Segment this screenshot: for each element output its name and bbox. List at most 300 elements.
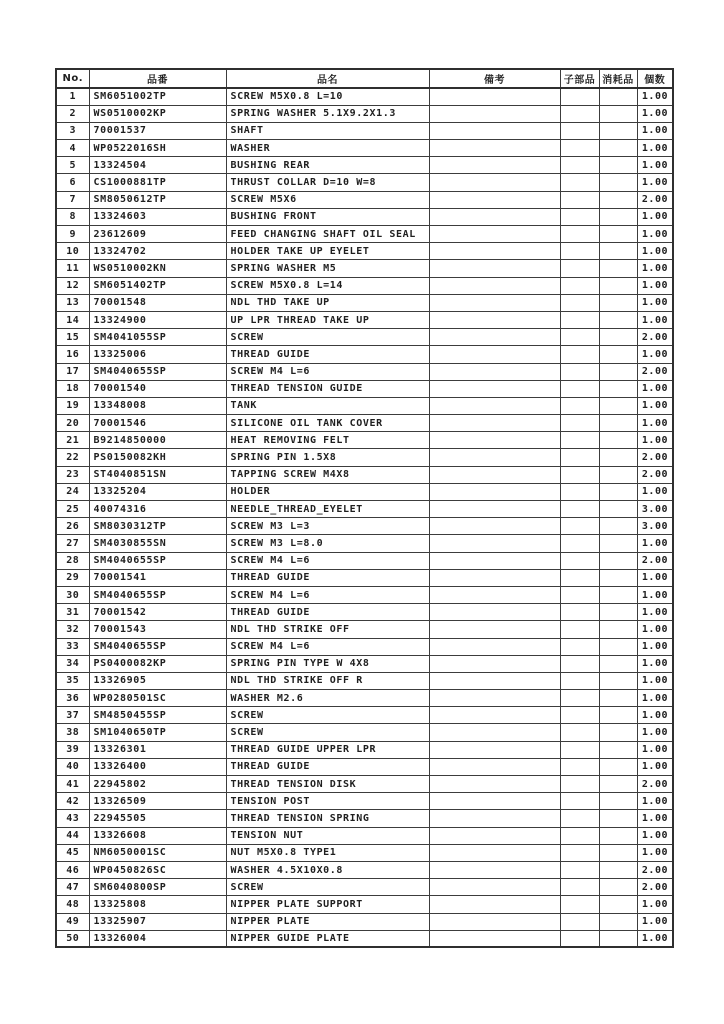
table-row <box>56 690 673 707</box>
cell-part-name: SCREW M5X0.8 L=10 <box>226 88 429 105</box>
table-row <box>56 466 673 483</box>
cell-qty: 1.00 <box>637 88 673 105</box>
cell-sub-part <box>560 690 599 707</box>
cell-part-name: BUSHING FRONT <box>226 208 429 225</box>
cell-remarks <box>429 157 560 174</box>
table-row <box>56 397 673 414</box>
cell-consumable <box>599 707 637 724</box>
cell-sub-part <box>560 88 599 105</box>
cell-sub-part <box>560 879 599 896</box>
cell-qty: 1.00 <box>637 930 673 947</box>
cell-consumable <box>599 174 637 191</box>
cell-no: 10 <box>56 243 89 260</box>
table-row <box>56 638 673 655</box>
cell-sub-part <box>560 552 599 569</box>
cell-no: 39 <box>56 741 89 758</box>
cell-part-number: SM4041055SP <box>89 329 226 346</box>
cell-remarks <box>429 466 560 483</box>
cell-sub-part <box>560 191 599 208</box>
table-row <box>56 311 673 328</box>
cell-part-name: SPRING PIN TYPE W 4X8 <box>226 655 429 672</box>
cell-sub-part <box>560 122 599 139</box>
cell-part-name: SCREW <box>226 707 429 724</box>
cell-remarks <box>429 260 560 277</box>
cell-part-name: NDL THD STRIKE OFF <box>226 621 429 638</box>
cell-remarks <box>429 604 560 621</box>
cell-part-number: SM4850455SP <box>89 707 226 724</box>
cell-part-number: 13324702 <box>89 243 226 260</box>
cell-no: 21 <box>56 432 89 449</box>
cell-qty: 1.00 <box>637 724 673 741</box>
cell-no: 6 <box>56 174 89 191</box>
cell-sub-part <box>560 140 599 157</box>
cell-consumable <box>599 88 637 105</box>
cell-qty: 1.00 <box>637 380 673 397</box>
cell-part-name: SCREW M4 L=6 <box>226 363 429 380</box>
cell-qty: 1.00 <box>637 896 673 913</box>
cell-qty: 1.00 <box>637 741 673 758</box>
cell-part-number: 13326301 <box>89 741 226 758</box>
cell-part-name: SPRING PIN 1.5X8 <box>226 449 429 466</box>
cell-sub-part <box>560 260 599 277</box>
cell-sub-part <box>560 638 599 655</box>
cell-qty: 1.00 <box>637 311 673 328</box>
cell-remarks <box>429 380 560 397</box>
cell-no: 38 <box>56 724 89 741</box>
parts-table-body <box>56 88 673 947</box>
cell-no: 29 <box>56 569 89 586</box>
cell-qty: 1.00 <box>637 277 673 294</box>
cell-part-name: TENSION POST <box>226 793 429 810</box>
cell-no: 35 <box>56 672 89 689</box>
cell-consumable <box>599 827 637 844</box>
table-row <box>56 483 673 500</box>
cell-sub-part <box>560 449 599 466</box>
cell-part-number: SM4040655SP <box>89 363 226 380</box>
cell-qty: 1.00 <box>637 569 673 586</box>
cell-remarks <box>429 191 560 208</box>
cell-part-name: NDL THD TAKE UP <box>226 294 429 311</box>
cell-qty: 1.00 <box>637 690 673 707</box>
cell-part-number: NM6050001SC <box>89 844 226 861</box>
column-header-part-number: 品番 <box>89 69 226 88</box>
cell-no: 28 <box>56 552 89 569</box>
cell-part-name: FEED CHANGING SHAFT OIL SEAL <box>226 226 429 243</box>
cell-part-name: THREAD TENSION SPRING <box>226 810 429 827</box>
cell-no: 19 <box>56 397 89 414</box>
cell-remarks <box>429 449 560 466</box>
cell-part-number: SM4040655SP <box>89 552 226 569</box>
cell-sub-part <box>560 896 599 913</box>
cell-sub-part <box>560 157 599 174</box>
cell-no: 46 <box>56 861 89 878</box>
cell-part-number: 13326400 <box>89 758 226 775</box>
table-row <box>56 793 673 810</box>
cell-no: 24 <box>56 483 89 500</box>
cell-part-number: 70001543 <box>89 621 226 638</box>
table-row <box>56 294 673 311</box>
cell-part-number: SM4040655SP <box>89 586 226 603</box>
cell-part-name: THREAD GUIDE UPPER LPR <box>226 741 429 758</box>
cell-qty: 1.00 <box>637 226 673 243</box>
cell-qty: 1.00 <box>637 655 673 672</box>
cell-qty: 1.00 <box>637 827 673 844</box>
cell-part-name: NEEDLE_THREAD_EYELET <box>226 501 429 518</box>
cell-part-number: B9214850000 <box>89 432 226 449</box>
cell-no: 37 <box>56 707 89 724</box>
cell-remarks <box>429 793 560 810</box>
cell-part-number: WS0510002KN <box>89 260 226 277</box>
cell-consumable <box>599 226 637 243</box>
cell-part-name: THREAD GUIDE <box>226 346 429 363</box>
cell-sub-part <box>560 586 599 603</box>
cell-sub-part <box>560 432 599 449</box>
cell-sub-part <box>560 346 599 363</box>
cell-sub-part <box>560 518 599 535</box>
cell-sub-part <box>560 621 599 638</box>
cell-sub-part <box>560 844 599 861</box>
cell-qty: 1.00 <box>637 672 673 689</box>
cell-consumable <box>599 483 637 500</box>
cell-part-number: CS1000881TP <box>89 174 226 191</box>
cell-remarks <box>429 415 560 432</box>
cell-part-number: 70001546 <box>89 415 226 432</box>
cell-part-name: SCREW M3 L=8.0 <box>226 535 429 552</box>
cell-qty: 2.00 <box>637 861 673 878</box>
cell-consumable <box>599 157 637 174</box>
cell-consumable <box>599 311 637 328</box>
cell-part-name: TANK <box>226 397 429 414</box>
cell-remarks <box>429 346 560 363</box>
cell-part-number: SM4040655SP <box>89 638 226 655</box>
cell-remarks <box>429 896 560 913</box>
cell-no: 32 <box>56 621 89 638</box>
cell-consumable <box>599 913 637 930</box>
cell-consumable <box>599 260 637 277</box>
column-header-no: No. <box>56 69 89 88</box>
cell-consumable <box>599 672 637 689</box>
table-row <box>56 930 673 947</box>
cell-qty: 1.00 <box>637 105 673 122</box>
cell-qty: 1.00 <box>637 604 673 621</box>
cell-remarks <box>429 277 560 294</box>
cell-part-name: THREAD GUIDE <box>226 604 429 621</box>
cell-no: 4 <box>56 140 89 157</box>
cell-remarks <box>429 810 560 827</box>
cell-part-number: SM4030855SN <box>89 535 226 552</box>
cell-qty: 1.00 <box>637 707 673 724</box>
cell-part-number: PS0400082KP <box>89 655 226 672</box>
cell-remarks <box>429 913 560 930</box>
cell-qty: 1.00 <box>637 621 673 638</box>
cell-remarks <box>429 88 560 105</box>
parts-table-header <box>56 69 673 88</box>
cell-consumable <box>599 776 637 793</box>
cell-sub-part <box>560 810 599 827</box>
table-row <box>56 243 673 260</box>
cell-no: 45 <box>56 844 89 861</box>
cell-qty: 2.00 <box>637 449 673 466</box>
cell-part-name: SPRING WASHER M5 <box>226 260 429 277</box>
cell-part-number: SM1040650TP <box>89 724 226 741</box>
cell-part-name: BUSHING REAR <box>226 157 429 174</box>
cell-consumable <box>599 329 637 346</box>
cell-no: 36 <box>56 690 89 707</box>
cell-qty: 1.00 <box>637 483 673 500</box>
cell-part-name: TENSION NUT <box>226 827 429 844</box>
cell-part-number: 70001541 <box>89 569 226 586</box>
table-row <box>56 518 673 535</box>
cell-no: 34 <box>56 655 89 672</box>
cell-part-name: SPRING WASHER 5.1X9.2X1.3 <box>226 105 429 122</box>
table-row <box>56 655 673 672</box>
cell-consumable <box>599 363 637 380</box>
table-row <box>56 208 673 225</box>
cell-remarks <box>429 827 560 844</box>
cell-part-number: 22945505 <box>89 810 226 827</box>
cell-qty: 1.00 <box>637 243 673 260</box>
cell-qty: 1.00 <box>637 415 673 432</box>
cell-remarks <box>429 758 560 775</box>
cell-qty: 1.00 <box>637 793 673 810</box>
cell-remarks <box>429 930 560 947</box>
cell-consumable <box>599 810 637 827</box>
cell-part-name: SCREW M4 L=6 <box>226 552 429 569</box>
cell-sub-part <box>560 483 599 500</box>
cell-no: 48 <box>56 896 89 913</box>
cell-remarks <box>429 586 560 603</box>
cell-no: 3 <box>56 122 89 139</box>
cell-remarks <box>429 311 560 328</box>
cell-consumable <box>599 586 637 603</box>
cell-part-number: SM8030312TP <box>89 518 226 535</box>
table-row <box>56 363 673 380</box>
cell-consumable <box>599 690 637 707</box>
cell-sub-part <box>560 363 599 380</box>
cell-qty: 1.00 <box>637 535 673 552</box>
table-row <box>56 879 673 896</box>
cell-consumable <box>599 604 637 621</box>
cell-consumable <box>599 758 637 775</box>
cell-consumable <box>599 380 637 397</box>
cell-no: 2 <box>56 105 89 122</box>
table-row <box>56 913 673 930</box>
cell-remarks <box>429 844 560 861</box>
table-row <box>56 621 673 638</box>
cell-remarks <box>429 397 560 414</box>
cell-consumable <box>599 724 637 741</box>
table-row <box>56 501 673 518</box>
cell-part-name: THRUST COLLAR D=10 W=8 <box>226 174 429 191</box>
cell-sub-part <box>560 105 599 122</box>
table-row <box>56 277 673 294</box>
cell-remarks <box>429 690 560 707</box>
cell-qty: 1.00 <box>637 260 673 277</box>
cell-part-name: SCREW M4 L=6 <box>226 638 429 655</box>
cell-consumable <box>599 621 637 638</box>
cell-no: 18 <box>56 380 89 397</box>
cell-remarks <box>429 432 560 449</box>
cell-part-name: THREAD TENSION DISK <box>226 776 429 793</box>
table-row <box>56 329 673 346</box>
cell-no: 8 <box>56 208 89 225</box>
cell-remarks <box>429 655 560 672</box>
cell-qty: 1.00 <box>637 294 673 311</box>
cell-part-number: 13324504 <box>89 157 226 174</box>
table-row <box>56 586 673 603</box>
cell-sub-part <box>560 569 599 586</box>
cell-part-number: 40074316 <box>89 501 226 518</box>
cell-consumable <box>599 930 637 947</box>
cell-qty: 1.00 <box>637 810 673 827</box>
table-row <box>56 810 673 827</box>
cell-sub-part <box>560 243 599 260</box>
cell-part-number: 70001537 <box>89 122 226 139</box>
table-row <box>56 861 673 878</box>
cell-no: 12 <box>56 277 89 294</box>
cell-part-name: SCREW M5X0.8 L=14 <box>226 277 429 294</box>
cell-part-number: 13326509 <box>89 793 226 810</box>
cell-part-number: 70001540 <box>89 380 226 397</box>
cell-part-name: HOLDER <box>226 483 429 500</box>
cell-qty: 2.00 <box>637 329 673 346</box>
cell-part-name: SCREW M4 L=6 <box>226 586 429 603</box>
cell-part-name: THREAD GUIDE <box>226 758 429 775</box>
table-row <box>56 844 673 861</box>
cell-qty: 2.00 <box>637 466 673 483</box>
cell-qty: 1.00 <box>637 346 673 363</box>
cell-no: 31 <box>56 604 89 621</box>
cell-consumable <box>599 105 637 122</box>
cell-part-number: 13325006 <box>89 346 226 363</box>
cell-part-name: TAPPING SCREW M4X8 <box>226 466 429 483</box>
table-row <box>56 157 673 174</box>
cell-consumable <box>599 861 637 878</box>
cell-part-number: 13324900 <box>89 311 226 328</box>
cell-sub-part <box>560 174 599 191</box>
cell-consumable <box>599 294 637 311</box>
cell-sub-part <box>560 913 599 930</box>
cell-sub-part <box>560 604 599 621</box>
cell-part-name: NIPPER GUIDE PLATE <box>226 930 429 947</box>
cell-part-name: UP LPR THREAD TAKE UP <box>226 311 429 328</box>
cell-no: 20 <box>56 415 89 432</box>
cell-consumable <box>599 741 637 758</box>
cell-remarks <box>429 569 560 586</box>
cell-no: 23 <box>56 466 89 483</box>
cell-part-name: SILICONE OIL TANK COVER <box>226 415 429 432</box>
cell-no: 16 <box>56 346 89 363</box>
cell-no: 5 <box>56 157 89 174</box>
cell-no: 7 <box>56 191 89 208</box>
cell-part-name: WASHER M2.6 <box>226 690 429 707</box>
cell-no: 50 <box>56 930 89 947</box>
cell-qty: 2.00 <box>637 552 673 569</box>
table-row <box>56 741 673 758</box>
column-header-qty: 個数 <box>637 69 673 88</box>
cell-part-name: NUT M5X0.8 TYPE1 <box>226 844 429 861</box>
cell-sub-part <box>560 311 599 328</box>
cell-no: 42 <box>56 793 89 810</box>
cell-part-name: SCREW <box>226 329 429 346</box>
cell-sub-part <box>560 724 599 741</box>
cell-part-number: PS0150082KH <box>89 449 226 466</box>
column-header-consumable: 消耗品 <box>599 69 637 88</box>
cell-sub-part <box>560 294 599 311</box>
cell-no: 44 <box>56 827 89 844</box>
cell-sub-part <box>560 208 599 225</box>
table-row <box>56 415 673 432</box>
cell-consumable <box>599 346 637 363</box>
cell-qty: 2.00 <box>637 363 673 380</box>
cell-consumable <box>599 844 637 861</box>
cell-consumable <box>599 277 637 294</box>
cell-part-number: 13325808 <box>89 896 226 913</box>
cell-consumable <box>599 466 637 483</box>
cell-sub-part <box>560 741 599 758</box>
table-row <box>56 552 673 569</box>
cell-consumable <box>599 655 637 672</box>
cell-qty: 1.00 <box>637 638 673 655</box>
cell-consumable <box>599 208 637 225</box>
cell-qty: 1.00 <box>637 397 673 414</box>
cell-qty: 2.00 <box>637 776 673 793</box>
cell-no: 1 <box>56 88 89 105</box>
cell-part-number: 70001542 <box>89 604 226 621</box>
cell-sub-part <box>560 415 599 432</box>
column-header-remarks: 備考 <box>429 69 560 88</box>
cell-qty: 1.00 <box>637 140 673 157</box>
cell-consumable <box>599 896 637 913</box>
table-row <box>56 672 673 689</box>
cell-part-name: SHAFT <box>226 122 429 139</box>
cell-remarks <box>429 552 560 569</box>
cell-part-number: WP0522016SH <box>89 140 226 157</box>
cell-remarks <box>429 535 560 552</box>
table-row <box>56 535 673 552</box>
cell-consumable <box>599 638 637 655</box>
cell-sub-part <box>560 793 599 810</box>
cell-part-number: SM6051002TP <box>89 88 226 105</box>
cell-remarks <box>429 707 560 724</box>
cell-consumable <box>599 140 637 157</box>
cell-part-name: THREAD TENSION GUIDE <box>226 380 429 397</box>
cell-remarks <box>429 776 560 793</box>
cell-part-name: THREAD GUIDE <box>226 569 429 586</box>
cell-consumable <box>599 415 637 432</box>
cell-remarks <box>429 638 560 655</box>
table-row <box>56 827 673 844</box>
cell-part-number: SM8050612TP <box>89 191 226 208</box>
cell-sub-part <box>560 277 599 294</box>
cell-remarks <box>429 483 560 500</box>
cell-sub-part <box>560 827 599 844</box>
cell-qty: 2.00 <box>637 191 673 208</box>
cell-part-number: 13326004 <box>89 930 226 947</box>
table-row <box>56 174 673 191</box>
cell-consumable <box>599 879 637 896</box>
cell-qty: 1.00 <box>637 174 673 191</box>
cell-remarks <box>429 208 560 225</box>
cell-remarks <box>429 518 560 535</box>
column-header-sub-part: 子部品 <box>560 69 599 88</box>
cell-part-number: 70001548 <box>89 294 226 311</box>
cell-sub-part <box>560 930 599 947</box>
cell-remarks <box>429 724 560 741</box>
cell-consumable <box>599 501 637 518</box>
cell-consumable <box>599 449 637 466</box>
cell-consumable <box>599 552 637 569</box>
